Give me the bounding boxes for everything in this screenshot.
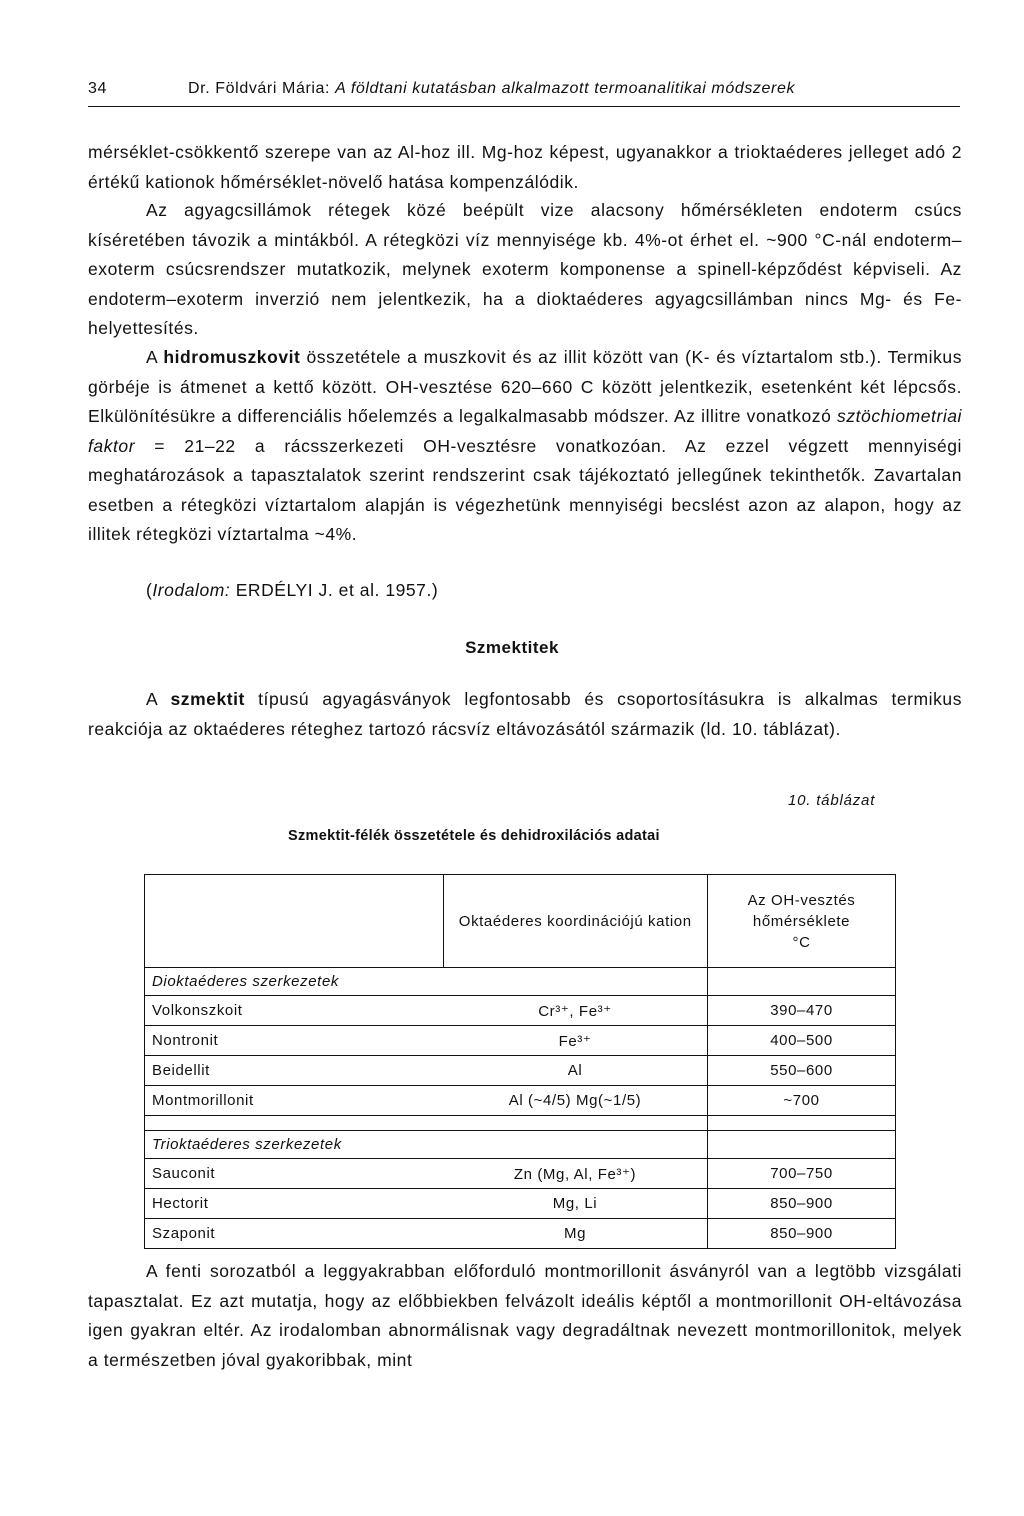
table-row <box>145 1219 896 1249</box>
temperature-cell: ~700 <box>708 1086 896 1116</box>
p3-italic-term: sztöchiometriai faktor <box>88 406 962 456</box>
group-header <box>145 968 896 996</box>
table-row <box>145 1086 896 1116</box>
header-temp-line2: hőmérséklete <box>752 912 851 930</box>
p4-bold-term: szmektit <box>170 689 245 709</box>
temperature-cell: 700–750 <box>708 1159 896 1189</box>
group-name: Trioktaéderes szerkezetek <box>145 1131 444 1159</box>
header-temp-line3: °C <box>792 933 811 951</box>
p4-text-a: A <box>146 689 171 709</box>
mineral-cell: Hectorit <box>145 1189 444 1219</box>
paragraph-3 <box>88 343 962 550</box>
temperature-cell: 390–470 <box>708 996 896 1026</box>
table-row <box>145 1026 896 1056</box>
temperature-cell: 850–900 <box>708 1219 896 1249</box>
table-row <box>145 1056 896 1086</box>
cation-cell: Al (~4/5) Mg(~1/5) <box>443 1086 708 1116</box>
header-book-title: A földtani kutatásban alkalmazott termoanalitikai módszerek <box>335 80 796 97</box>
table-header-row <box>145 875 896 968</box>
table-caption: Szmektit-félék összetétele és dehidroxilációs adatai <box>288 828 660 844</box>
mineral-cell: Beidellit <box>145 1056 444 1086</box>
cation-cell: Mg, Li <box>443 1189 708 1219</box>
smectite-table <box>144 874 896 1249</box>
cation-cell: Fe³⁺ <box>443 1026 708 1056</box>
paragraph-2: Az agyagcsillámok rétegek közé beépült vize alacsony hőmérsékleten endoterm csúcs kíséretében távozik a mintákból. A rétegközi víz mennyisége kb. 4%-ot érhet el. ~900 °C-nál endoterm–exoterm csúcsrendszer mutatkozik, melynek exoterm komponense a spinell-képződést képviseli. Az endoterm–exoterm inverzió nem jelentkezik, ha a dioktaéderes agyagcsillámban nincs Mg- és Fe-helyettesítés. <box>88 200 962 338</box>
cation-cell: Cr³⁺, Fe³⁺ <box>443 996 708 1026</box>
table-number: 10. táblázat <box>788 792 876 809</box>
p3-text-a: A <box>146 347 164 367</box>
mineral-cell: Sauconit <box>145 1159 444 1189</box>
ref-open: ( <box>146 580 153 600</box>
ref-label: Irodalom: <box>152 580 231 600</box>
p3-text-b: összetétele a muszkovit és az illit között van (K- és víztartalom stb.). Termikus görbéje is átmenet a kettő között. OH-vesztése 620–660 C között jelentkezik, esetenként két lépcsős. Elkülönítésükre a differenciális hőelemzés a legalkalmasabb módszer. Az illitre vonatkozó <box>88 347 963 426</box>
header-temperature <box>708 875 896 968</box>
header-rule <box>88 106 960 107</box>
header-cation: Oktaéderes koordinációjú kation <box>443 875 708 968</box>
cation-cell: Zn (Mg, Al, Fe³⁺) <box>443 1159 708 1189</box>
temperature-cell: 850–900 <box>708 1189 896 1219</box>
temperature-cell: 400–500 <box>708 1026 896 1056</box>
table-row <box>145 1159 896 1189</box>
page-number: 34 <box>88 80 107 97</box>
paragraph-5: A fenti sorozatból a leggyakrabban előforduló montmorillonit ásványról van a legtöbb vizsgálati tapasztalat. Ez azt mutatja, hogy az előbbiekben felvázolt ideális képtől a montmorillonit OH-eltávozása igen gyakran eltér. Az irodalomban abnormálisnak vagy degradáltnak nevezett montmorillonitok, melyek a természetben jóval gyakoribbak, mint <box>88 1261 962 1370</box>
paragraph-1: mérséklet-csökkentő szerepe van az Al-hoz ill. Mg-hoz képest, ugyanakkor a trioktaéderes jelleget adó 2 értékű kationok hőmérséklet-növelő hatása kompenzálódik. <box>88 142 962 192</box>
mineral-cell: Montmorillonit <box>145 1086 444 1116</box>
table-spacer <box>145 1116 896 1131</box>
p3-bold-term: hidromuszkovit <box>163 347 301 367</box>
header-author: Dr. Földvári Mária: <box>188 80 336 97</box>
header-temp-line1: Az OH-vesztés <box>747 891 856 909</box>
mineral-cell: Szaponit <box>145 1219 444 1249</box>
paragraph-4 <box>88 685 962 744</box>
header-mineral <box>145 875 444 968</box>
group-header <box>145 1131 896 1159</box>
p4-text-b: típusú agyagásványok legfontosabb és csoportosításukra is alkalmas termikus reakciója az oktaéderes réteghez tartozó rácsvíz eltávozásától származik (ld. 10. táblázat). <box>88 689 962 739</box>
literature-reference <box>146 580 438 601</box>
mineral-cell: Volkonszkoit <box>145 996 444 1026</box>
cation-cell: Al <box>443 1056 708 1086</box>
group-name: Dioktaéderes szerkezetek <box>145 968 444 996</box>
table-row <box>145 1189 896 1219</box>
mineral-cell: Nontronit <box>145 1026 444 1056</box>
page-header <box>88 80 960 98</box>
ref-text: ERDÉLYI J. et al. 1957.) <box>230 580 439 600</box>
section-title: Szmektitek <box>465 638 559 657</box>
table-row <box>145 996 896 1026</box>
temperature-cell: 550–600 <box>708 1056 896 1086</box>
p3-text-c: = 21–22 a rácsszerkezeti OH-vesztésre vonatkozóan. Az ezzel végzett mennyiségi meghatározások a tapasztalatok szerint rendszerint csak tájékoztató jellegűnek tekinthetők. Zavartalan esetben a rétegközi víztartalom alapján is végezhetünk mennyiségi becslést azon az alapon, hogy az illitek rétegközi víztartalma ~4%. <box>88 435 962 544</box>
cation-cell: Mg <box>443 1219 708 1249</box>
